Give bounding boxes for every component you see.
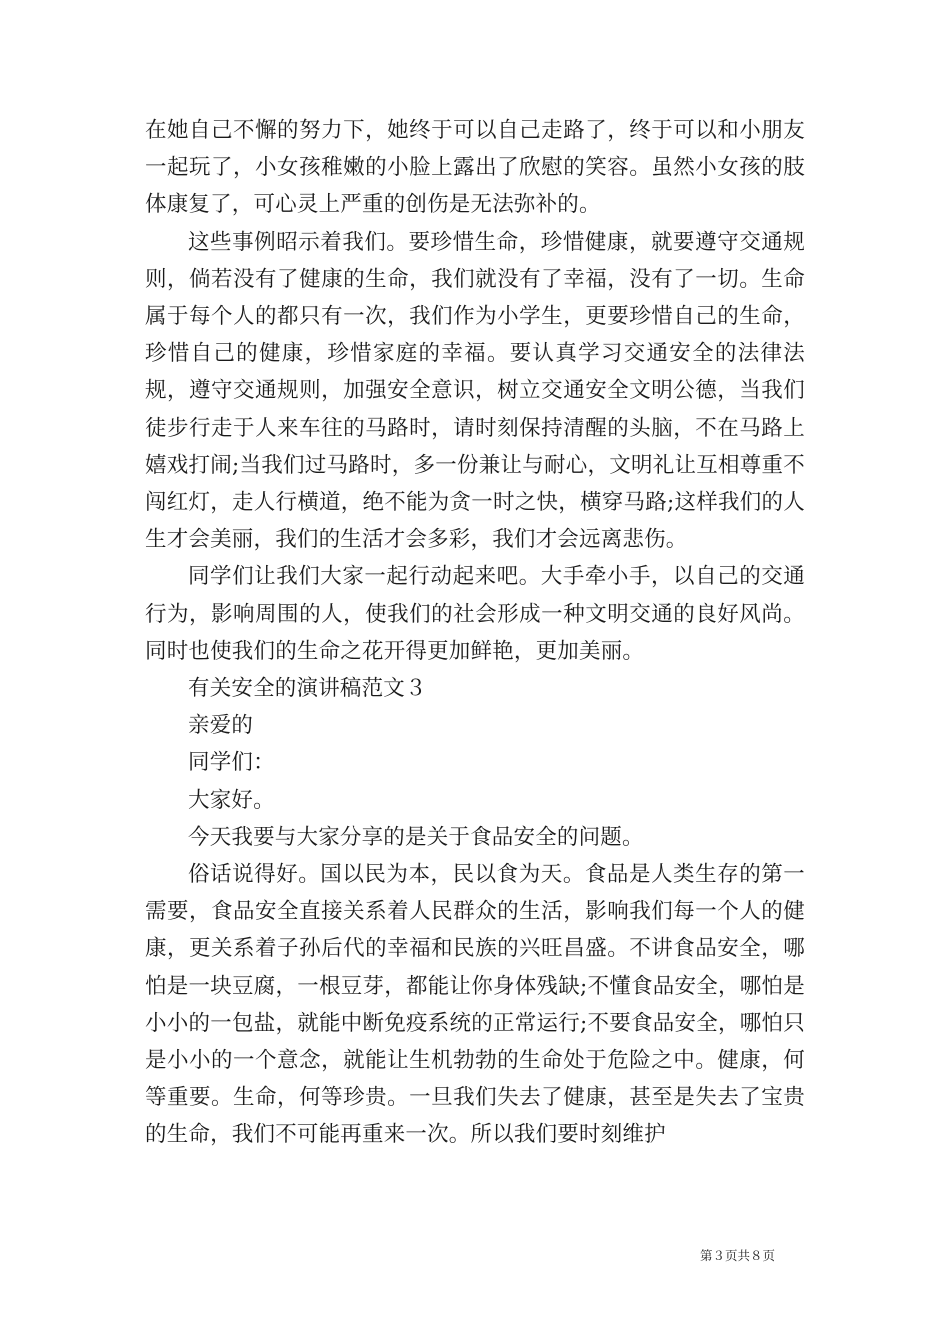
salutation-line-2: 同学们： [188, 750, 275, 776]
page-number: 第３页共８页 [700, 1248, 776, 1263]
salutation-line-1: 亲爱的 [188, 713, 254, 739]
paragraph-topic: 今天我要与大家分享的是关于食品安全的问题。 [188, 824, 644, 850]
section-heading: 有关安全的演讲稿范文３ [188, 676, 427, 702]
document-body [145, 112, 805, 1154]
paragraph-continuation: 在她自己不懈的努力下，她终于可以自己走路了，终于可以和小朋友一起玩了，小女孩稚嫩的小脸上露出了欣慰的笑容。虽然小女孩的肢体康复了，可心灵上严重的创伤是无法弥补的。 [145, 118, 805, 218]
paragraph-call-to-action: 同学们让我们大家一起行动起来吧。大手牵小手，以自己的交通行为，影响周围的人，使我们的社会形成一种文明交通的良好风尚。同时也使我们的生命之花开得更加鲜艳，更加美丽。 [145, 564, 805, 664]
greeting: 大家好。 [188, 787, 275, 813]
paragraph-food-safety: 俗话说得好。国以民为本，民以食为天。食品是人类生存的第一需要，食品安全直接关系着人民群众的生活，影响我们每一个人的健康，更关系着子孙后代的幸福和民族的兴旺昌盛。不讲食品安全，哪怕是一块豆腐，一根豆芽，都能让你身体残缺;不懂食品安全，哪怕是小小的一包盐，就能中断免疫系统的正常运行;不要食品安全，哪怕只是小小的一个意念，就能让生机勃勃的生命处于危险之中。健康，何等重要。生命，何等珍贵。一旦我们失去了健康，甚至是失去了宝贵的生命，我们不可能再重来一次。所以我们要时刻维护 [145, 862, 805, 1148]
paragraph-cherish-life: 这些事例昭示着我们。要珍惜生命，珍惜健康，就要遵守交通规则，倘若没有了健康的生命，我们就没有了幸福，没有了一切。生命属于每个人的都只有一次，我们作为小学生，更要珍惜自己的生命，珍惜自己的健康，珍惜家庭的幸福。要认真学习交通安全的法律法规，遵守交通规则，加强安全意识，树立交通安全文明公德，当我们徒步行走于人来车往的马路时，请时刻保持清醒的头脑，不在马路上嬉戏打闹;当我们过马路时，多一份兼让与耐心，文明礼让互相尊重不闯红灯，走人行横道，绝不能为贪一时之快，横穿马路;这样我们的人生才会美丽，我们的生活才会多彩，我们才会远离悲伤。 [145, 229, 805, 553]
